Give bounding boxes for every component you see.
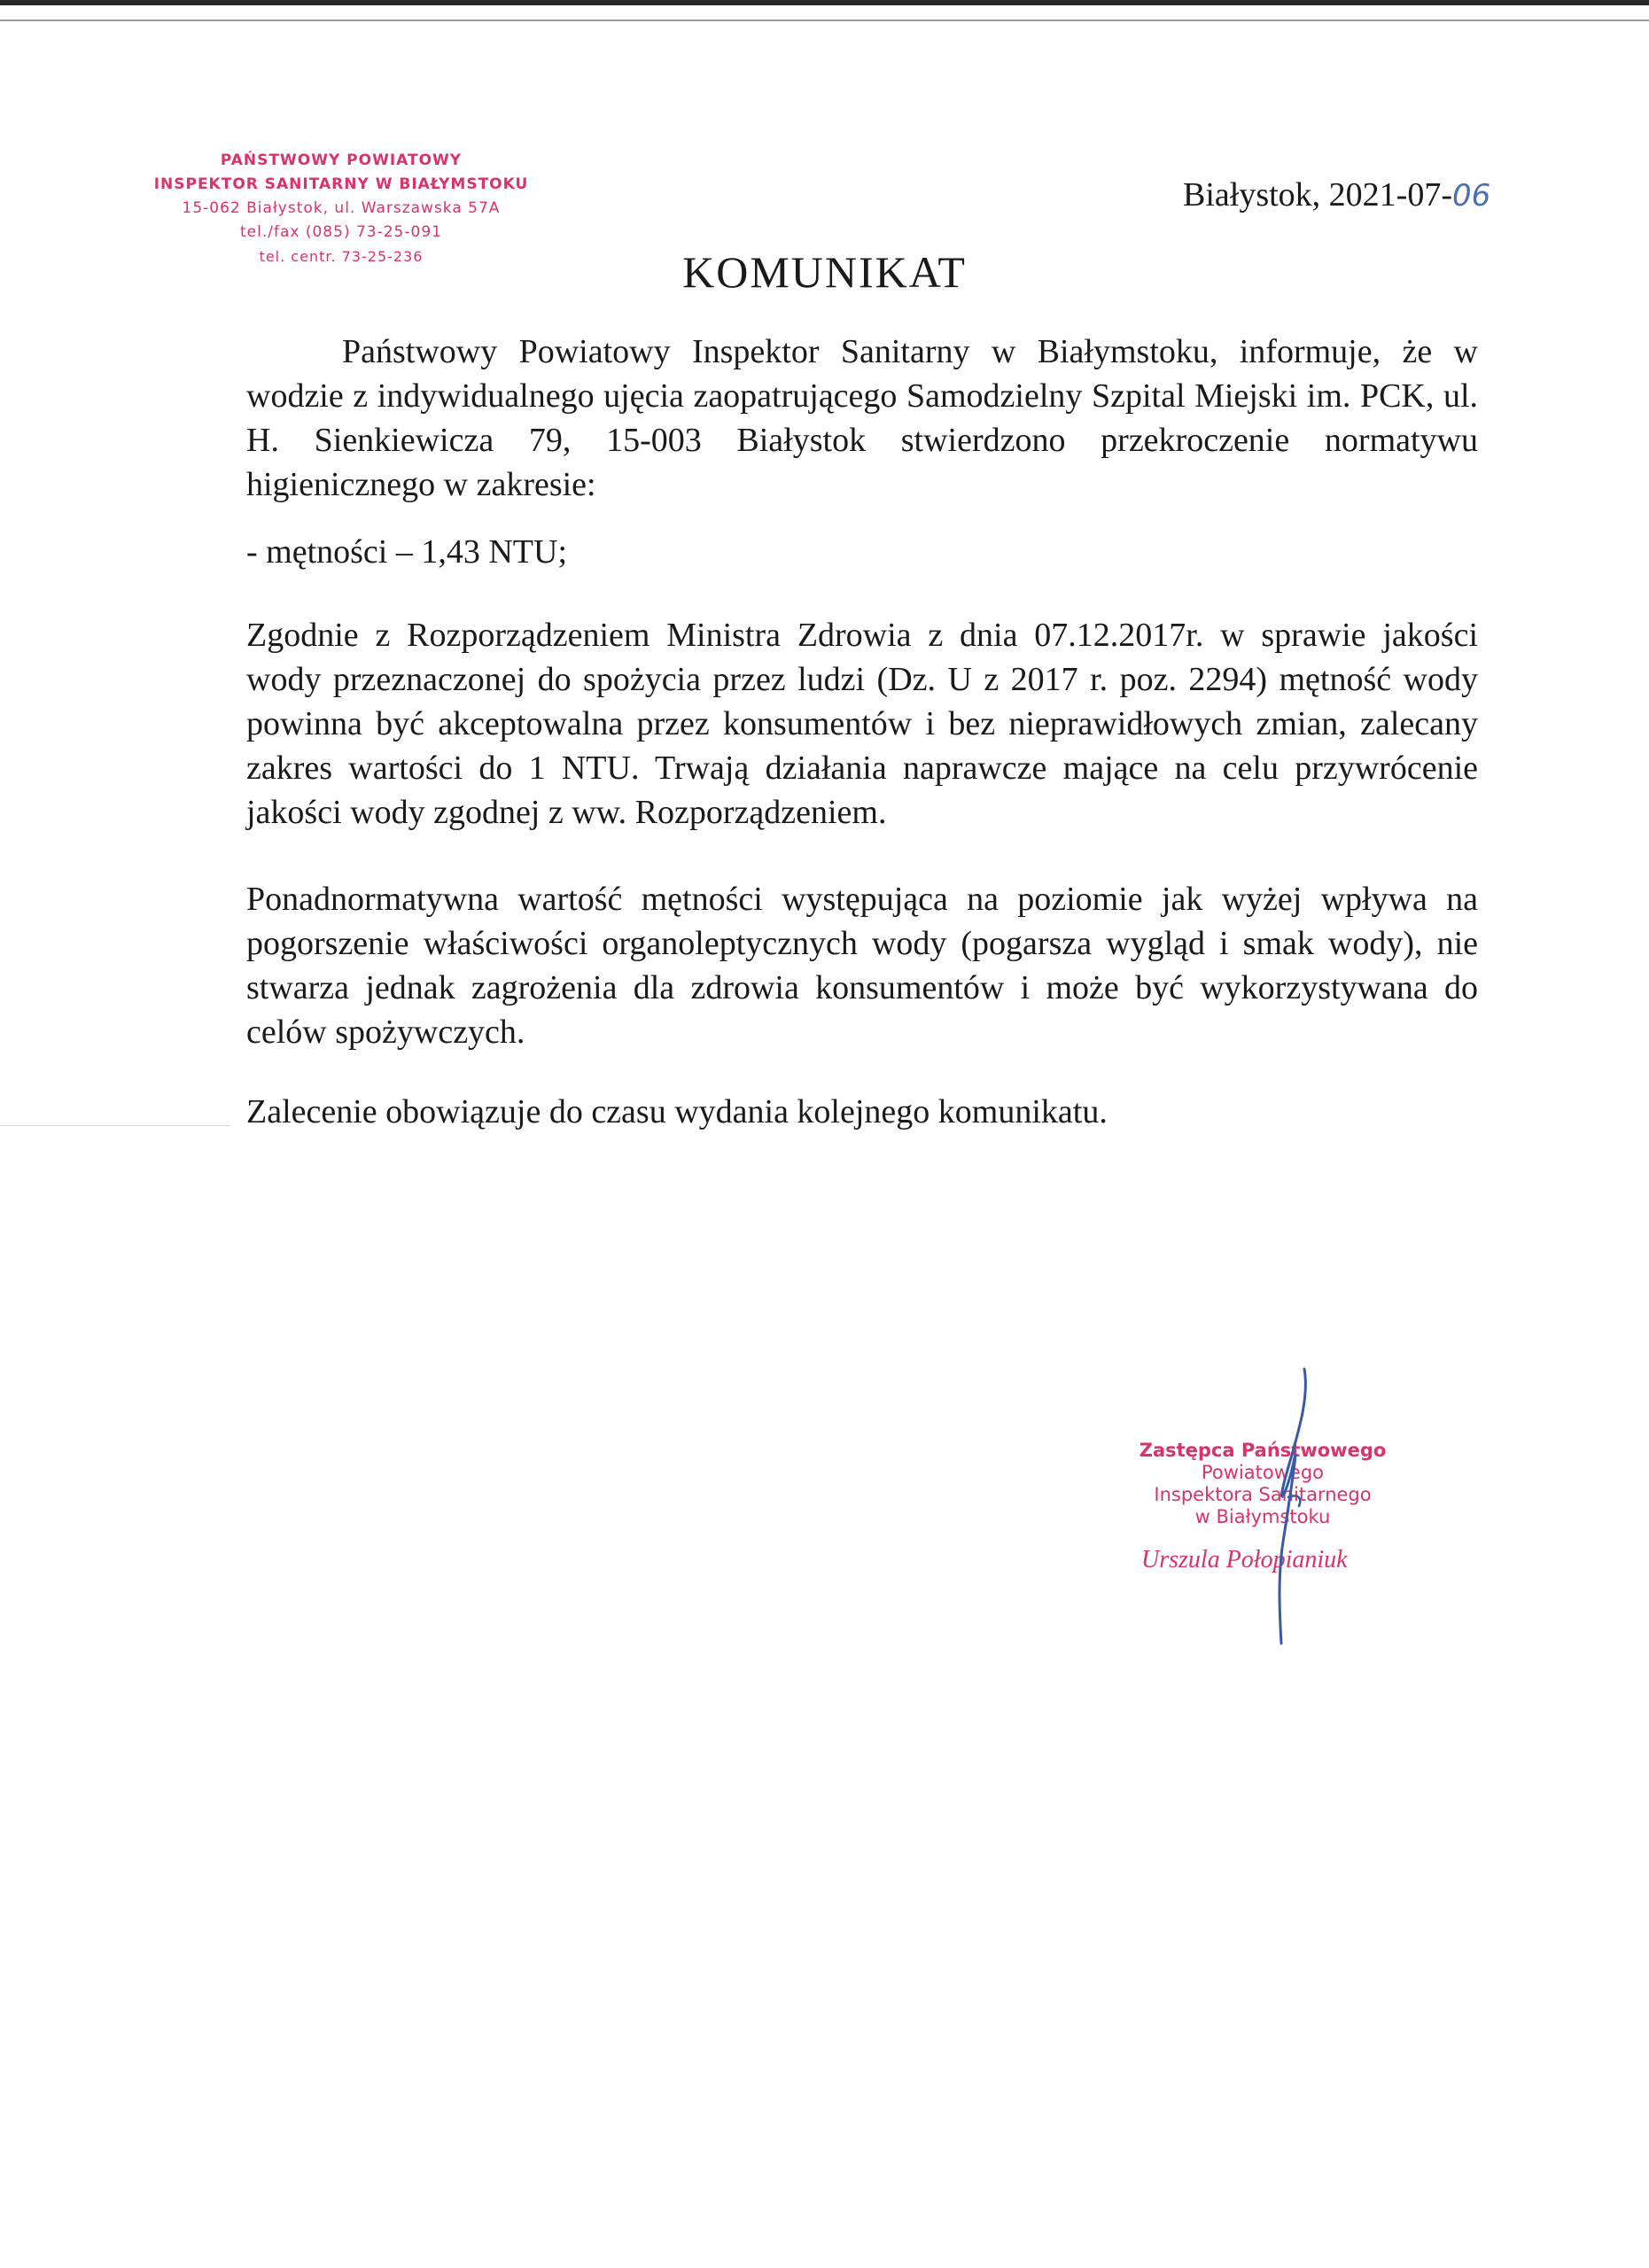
scan-line-top [0, 19, 1649, 21]
paragraph-assessment: Ponadnormatywna wartość mętności występująca na poziomie jak wyżej wpływa na pogorszenie właściwości organoleptycznych wody (pogarsza wygląd i smak wody), nie stwarza jednak zagrożenia dla zdrowia konsumentów i może być wykorzystywana do celów spożywczych. [246, 881, 1478, 1051]
place-date-printed: Białystok, 2021-07- [1183, 176, 1452, 214]
paragraph-intro: Państwowy Powiatowy Inspektor Sanitarny w Białymstoku, informuje, że w wodzie z indywidualnego ujęcia zaopatrującego Samodzielny Szpital Miejski im. PCK, ul. H. Sienkiewicza 79, 15-003 Białystok stwierdzono przekroczenie normatywu higienicznego w zakresie: [246, 333, 1478, 503]
signature-stamp-line-2: Powiatowego [1202, 1462, 1324, 1483]
paragraph-validity: Zalecenie obowiązuje do czasu wydania kolejnego komunikatu. [246, 1093, 1108, 1130]
scan-edge-top [0, 0, 1649, 5]
stamp-line-institution: PAŃSTWOWY POWIATOWY [220, 151, 463, 169]
date-handwritten-day: 06 [1451, 178, 1491, 214]
paragraph-regulation: Zgodnie z Rozporządzeniem Ministra Zdrowia z dnia 07.12.2017r. w sprawie jakości wody przeznaczonej do spożycia przez ludzi (Dz. U z 2017 r. poz. 2294) mętność wody powinna być akceptowalna przez konsumentów i bez nieprawidłowych zmian, zalecany zakres wartości do 1 NTU. Trwają działania naprawcze mające na celu przywrócenie jakości wody zgodnej z ww. Rozporządzeniem. [246, 617, 1478, 831]
stamp-line-office: INSPEKTOR SANITARNY W BIAŁYMSTOKU [153, 175, 529, 193]
document-body [246, 330, 1478, 1134]
signer-name: Urszula Połopianiuk [1141, 1546, 1348, 1573]
place-date [1183, 175, 1490, 214]
scan-artifact-line [0, 1125, 230, 1126]
list-item-turbidity: - mętności – 1,43 NTU; [246, 533, 568, 571]
signature-stamp-line-3: Inspektora Sanitarnego [1154, 1484, 1372, 1505]
stamp-line-central-phone: tel. centr. 73-25-236 [259, 248, 424, 265]
stamp-line-address: 15-062 Białystok, ul. Warszawska 57A [182, 199, 501, 217]
stamp-line-phone: tel./fax (085) 73-25-091 [240, 223, 442, 241]
handwritten-signature [1258, 1364, 1320, 1648]
document-title: KOMUNIKAT [682, 247, 967, 297]
signature-stamp-line-4: w Białymstoku [1194, 1506, 1331, 1527]
signature-stamp-line-title: Zastępca Państwowego [1139, 1440, 1387, 1461]
